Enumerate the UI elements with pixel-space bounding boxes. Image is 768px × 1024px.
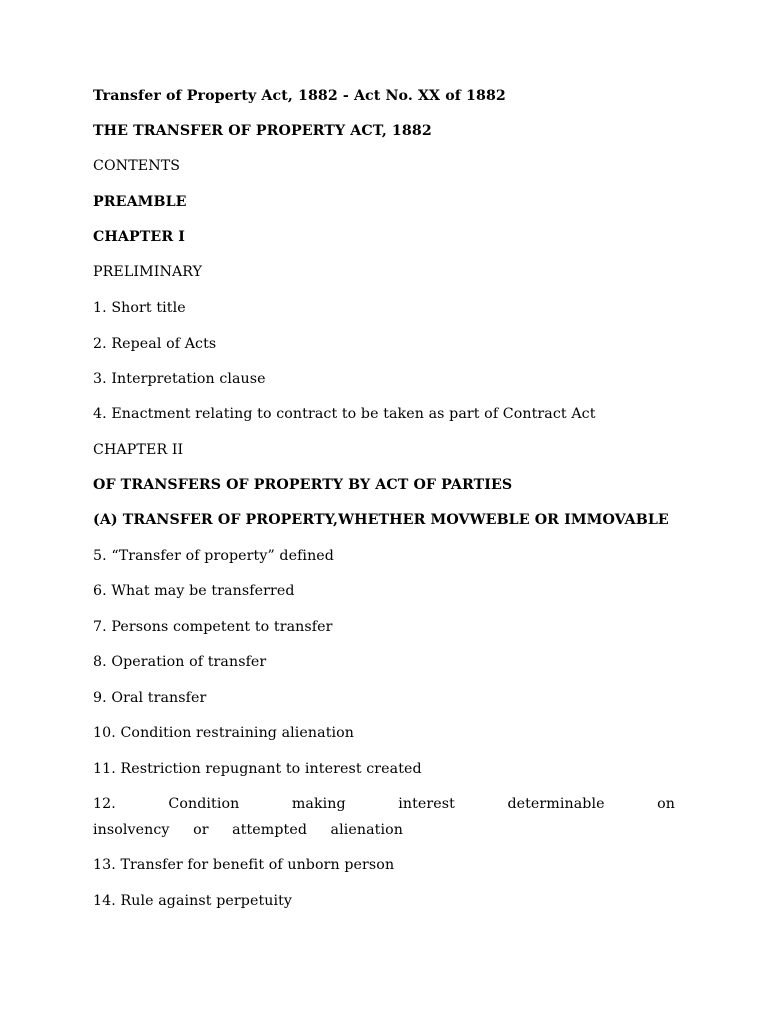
section-12-line-2: insolvency or attempted alienation xyxy=(93,822,403,838)
section-item: 3. Interpretation clause xyxy=(93,371,266,387)
section-item: 5. “Transfer of property” defined xyxy=(93,548,334,564)
chapter-2-subheading: (A) TRANSFER OF PROPERTY,WHETHER MOVWEBLE OR IMMOVABLE xyxy=(93,512,669,528)
section-item: 2. Repeal of Acts xyxy=(93,336,217,352)
chapter-1-name: PRELIMINARY xyxy=(93,264,203,280)
section-item: 4. Enactment relating to contract to be taken as part of Contract Act xyxy=(93,406,596,422)
section-item: 10. Condition restraining alienation xyxy=(93,725,355,741)
act-heading: THE TRANSFER OF PROPERTY ACT, 1882 xyxy=(93,123,432,139)
section-item: 7. Persons competent to transfer xyxy=(93,619,333,635)
section-item: 8. Operation of transfer xyxy=(93,654,267,670)
section-item: 14. Rule against perpetuity xyxy=(93,893,293,909)
section-item: 6. What may be transferred xyxy=(93,583,295,599)
chapter-2-label: CHAPTER II xyxy=(93,442,184,458)
section-item: 1. Short title xyxy=(93,300,186,316)
preamble-heading: PREAMBLE xyxy=(93,194,187,210)
document-title: Transfer of Property Act, 1882 - Act No. XX of 1882 xyxy=(93,88,506,104)
section-item: 11. Restriction repugnant to interest created xyxy=(93,761,422,777)
chapter-1-label: CHAPTER I xyxy=(93,229,186,245)
section-item: 13. Transfer for benefit of unborn person xyxy=(93,857,395,873)
section-item: 9. Oral transfer xyxy=(93,690,207,706)
chapter-2-name: OF TRANSFERS OF PROPERTY BY ACT OF PARTIES xyxy=(93,477,513,493)
contents-label: CONTENTS xyxy=(93,158,181,174)
section-12-line-1: 12. Condition making interest determinable on xyxy=(93,796,675,812)
